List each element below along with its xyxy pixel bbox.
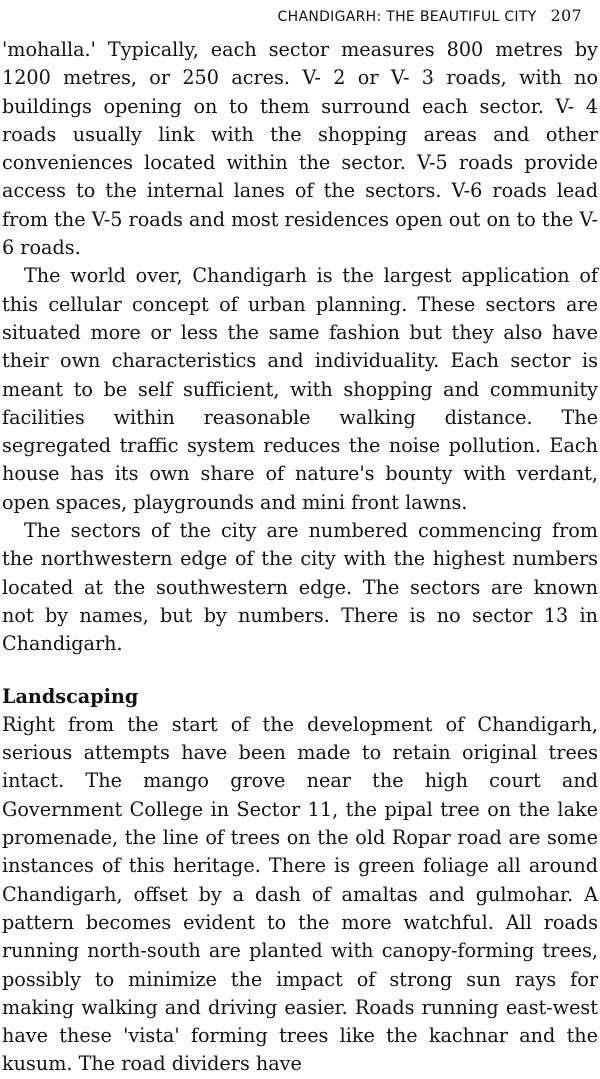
running-title: CHANDIGARH: THE BEAUTIFUL CITY [277,9,537,25]
paragraph-continued: 'mohalla.' Typically, each sector measures 800 metres by 1200 metres, or 250 acres. V- 2 or V- 3 roads, with no buildings opening on to them surround each sector. V- 4 roads usually link with the shopping areas and other conveniences located within the sector. V-5 roads provide access to the internal lanes of the sectors. V-6 roads lead from the V-5 roads and most residences open out on to the V- 6 roads. [2,38,598,260]
section-paragraph: Right from the start of the development of Chandigarh, serious attempts have been made to retain original trees intact. The mango grove near the high court and Government College in Sector 11, the pipal tree on the lake promenade, the line of trees on the old Ropar road are some instances of this heritage. There is green foliage all around Chandigarh, offset by a dash of amaltas and gulmohar. A pattern becomes evident to the more watchful. All roads running north-south are planted with canopy-forming trees, possibly to minimize the impact of strong sun rays for making walking and driving easier. Roads running east-west have these 'vista' forming trees like the kachnar and the kusum. The road dividers have [2,712,598,1076]
body-text [2,36,598,1079]
section-heading: Landscaping [2,684,139,708]
paragraph: The sectors of the city are numbered commencing from the northwestern edge of the city with the highest numbers located at the southwestern edge. The sectors are known not by names, but by numbers. There is no sector 13 in Chandigarh. [2,519,598,656]
running-header [2,6,598,28]
paragraph: The world over, Chandigarh is the largest application of this cellular concept of urban planning. These sectors are situated more or less the same fashion but they also have their own characteristics and individuality. Each sector is meant to be self sufficient, with shopping and community facilities within reasonable walking distance. The segregated traffic system reduces the noise pollution. Each house has its own share of nature's bounty with verdant, open spaces, playgrounds and mini front lawns. [2,264,598,514]
page-number: 207 [550,6,582,25]
